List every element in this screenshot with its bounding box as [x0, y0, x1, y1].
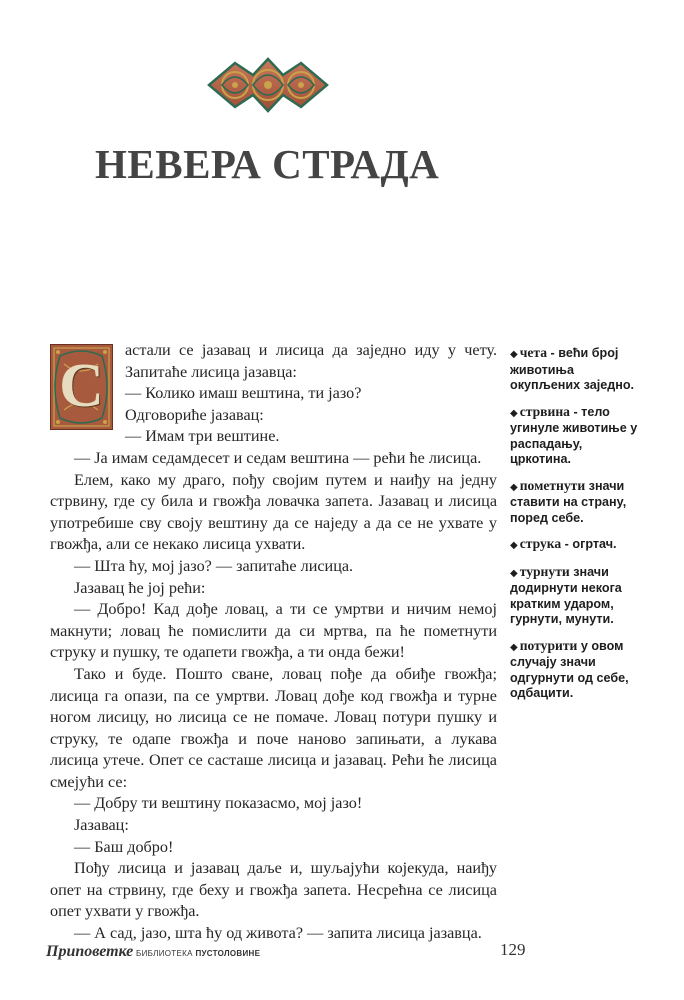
glossary-term: турнути: [519, 563, 570, 579]
diamond-bullet-icon: ◆: [510, 540, 518, 551]
paragraph: — Добро! Кад дође ловац, а ти се умртви и ничим немој макнути; ловац ће помислити да си мртва, па ће пометнути струку и пушку, те одапети гвожђа, а ти онда бежи!: [50, 600, 497, 662]
glossary-definition: - огртач.: [561, 537, 617, 551]
glossary-definition: - тело угинуле животиње у распадању, цркотина.: [510, 404, 638, 466]
celtic-ornament-icon: [205, 55, 331, 115]
paragraph: Одговориће јазавац:: [125, 405, 264, 424]
paragraph: — Ја имам седамдесет и седам вештина — рећи ће лисица.: [74, 448, 482, 467]
dropcap: [50, 344, 113, 430]
running-footer: [46, 943, 260, 961]
collection-label: ПУСТОЛОВИНЕ: [195, 949, 261, 958]
diamond-bullet-icon: ◆: [510, 641, 518, 653]
paragraph: — Шта ћу, мој јазо? — запитаће лисица.: [74, 556, 354, 575]
first-paragraph: астали се јазавац и лисица да заједно иду у чету. Запитаће лисица јазавца:: [125, 341, 497, 381]
glossary-item: [510, 564, 645, 628]
paragraph: — Баш добро!: [74, 837, 174, 856]
glossary-definition: значи ставити на страну, поред себе.: [510, 478, 627, 525]
paragraph: Јазавац:: [74, 816, 129, 835]
paragraph: — Добру ти вештину показасмо, мој јазо!: [74, 794, 363, 813]
paragraph: Елем, како му драго, пођу својим путем и наиђу на једну стрвину, где су била и гвожђа ловачка запета. Јазавац и лисица употребише сву своју вештину да се наједу а да се не ухвате у гвожђа, али се некако лисица ухвати.: [50, 470, 497, 554]
glossary-term: чета: [519, 345, 548, 360]
diamond-bullet-icon: ◆: [510, 567, 518, 579]
glossary-sidebar: [510, 345, 645, 712]
glossary-term: потурити: [519, 637, 578, 653]
paragraph: — Колико имаш вештина, ти јазо?: [125, 384, 362, 403]
paragraph: Тако и буде. Пошто сване, ловац пође да обиђе гвожђа; лисица га опази, па се умртви. Ловац дође код гвожђа и турне ногом лисицу, но лисица се не помаче. Ловац потури пушку и струку, те одапе гвожђа и поче наново запињати, а лукава лисица утече. Опет се састаше лисица и јазавац. Рећи ће лисица смејући се:: [50, 664, 497, 791]
glossary-definition: значи додирнути некога кратким ударом, гурнути, мунути.: [510, 564, 622, 626]
diamond-bullet-icon: ◆: [510, 349, 518, 360]
glossary-definition: - већи број животиња окупљених заједно.: [510, 346, 635, 392]
glossary-item: [510, 638, 645, 702]
paragraph: — Имам три вештине.: [125, 427, 280, 446]
story-body: [50, 340, 497, 945]
paragraph: Јазавац ће јој рећи:: [74, 578, 206, 597]
page-number: 129: [500, 940, 526, 959]
story-title: НЕВЕРА СТРАДА: [95, 141, 440, 187]
diamond-bullet-icon: ◆: [510, 481, 518, 493]
paragraph: — А сад, јазо, шта ћу од живота? — запита лисица јазавца.: [74, 924, 482, 943]
glossary-item: [510, 478, 645, 527]
glossary-item: [510, 345, 645, 394]
glossary-term: стрвина: [519, 403, 570, 419]
glossary-item: [510, 404, 645, 468]
glossary-definition: у овом случају значи одгурнути од себе, одбацити.: [510, 638, 629, 700]
glossary-term: пометнути: [519, 477, 586, 493]
glossary-item: [510, 536, 645, 554]
glossary-term: струка: [519, 536, 562, 551]
diamond-bullet-icon: ◆: [510, 407, 518, 419]
paragraph: Пођу лисица и јазавац даље и, шуљајући којекуда, наиђу опет на стрвину, где беху и гвожђа запета. Несрећна се лисица опет ухвати у гвожђа.: [50, 859, 497, 921]
series-title: Приповетке: [46, 943, 134, 960]
library-label: БИБЛИОТЕКА: [136, 949, 193, 958]
dropcap-letter: С: [59, 352, 104, 421]
